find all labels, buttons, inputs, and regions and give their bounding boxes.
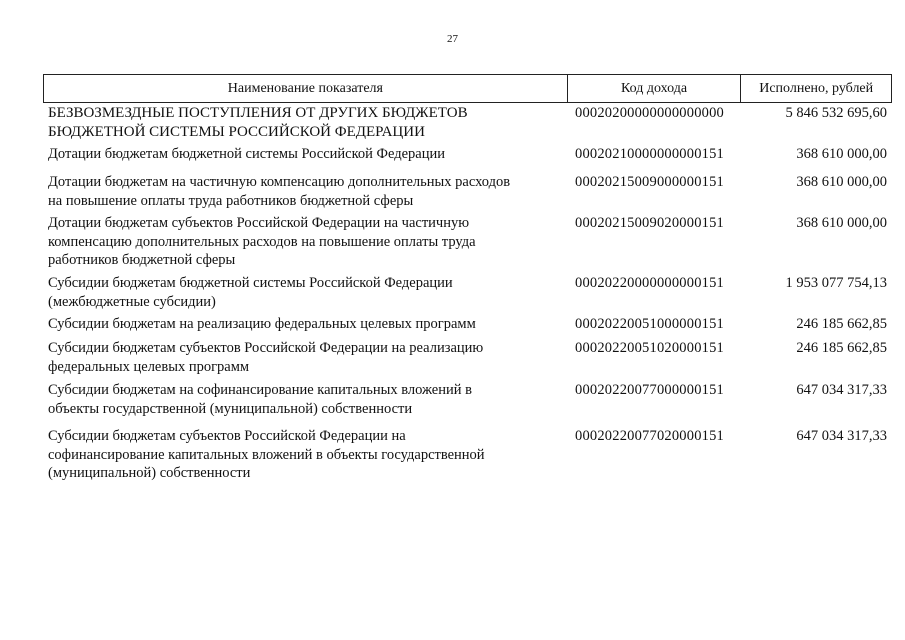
header-executed-amount: Исполнено, рублей xyxy=(740,75,891,102)
row-income-code: 00020220051000000151 xyxy=(575,316,724,332)
row-indicator-name: Дотации бюджетам на частичную компенсацию дополнительных расходов на повышение оплаты труда работников бюджетной сферы xyxy=(48,174,511,209)
row-executed-amount: 647 034 317,33 xyxy=(796,428,887,444)
row-income-code: 00020215009020000151 xyxy=(575,215,724,231)
row-executed-amount: 246 185 662,85 xyxy=(796,316,887,332)
row-executed-amount: 5 846 532 695,60 xyxy=(785,105,887,121)
header-income-code: Код дохода xyxy=(567,75,741,102)
row-income-code: 00020220077020000151 xyxy=(575,428,724,444)
table-row xyxy=(43,381,892,418)
row-executed-amount: 1 953 077 754,13 xyxy=(785,275,887,291)
row-executed-amount: 368 610 000,00 xyxy=(796,146,887,162)
row-indicator-name: БЕЗВОЗМЕЗДНЫЕ ПОСТУПЛЕНИЯ ОТ ДРУГИХ БЮДЖЕТОВ БЮДЖЕТНОЙ СИСТЕМЫ РОССИЙСКОЙ ФЕДЕРАЦИИ xyxy=(48,105,468,140)
table-row xyxy=(43,315,892,334)
table-row xyxy=(43,339,892,376)
header-indicator-name: Наименование показателя xyxy=(227,80,383,96)
row-income-code: 00020220000000000151 xyxy=(575,275,724,291)
row-executed-amount: 647 034 317,33 xyxy=(796,382,887,398)
row-income-code: 00020200000000000000 xyxy=(575,105,724,121)
row-income-code: 00020220051020000151 xyxy=(575,340,724,356)
page-number: 27 xyxy=(447,33,458,45)
row-executed-amount: 246 185 662,85 xyxy=(796,340,887,356)
row-indicator-name: Субсидии бюджетам субъектов Российской Федерации на софинансирование капитальных вложений в объекты государственной (муниципальной) собственности xyxy=(48,428,485,481)
table-row xyxy=(43,104,892,142)
row-indicator-name: Субсидии бюджетам на софинансирование капитальных вложений в объекты государственной (муниципальной) собственности xyxy=(48,382,472,417)
table-row xyxy=(43,173,892,210)
table-row xyxy=(43,214,892,270)
table-header-row xyxy=(43,74,892,103)
row-indicator-name: Дотации бюджетам субъектов Российской Федерации на частичную компенсацию дополнительных расходов на повышение оплаты труда работников бюджетной сферы xyxy=(48,215,476,268)
row-indicator-name: Субсидии бюджетам на реализацию федеральных целевых программ xyxy=(48,316,476,332)
table-row xyxy=(43,145,892,164)
row-indicator-name: Субсидии бюджетам субъектов Российской Федерации на реализацию федеральных целевых программ xyxy=(48,340,484,375)
row-income-code: 00020210000000000151 xyxy=(575,146,724,162)
table-row xyxy=(43,274,892,311)
row-executed-amount: 368 610 000,00 xyxy=(796,215,887,231)
table-row xyxy=(43,427,892,483)
row-income-code: 00020220077000000151 xyxy=(575,382,724,398)
row-income-code: 00020215009000000151 xyxy=(575,174,724,190)
revenue-table xyxy=(43,74,892,481)
row-executed-amount: 368 610 000,00 xyxy=(796,174,887,190)
row-indicator-name: Дотации бюджетам бюджетной системы Российской Федерации xyxy=(48,146,446,162)
row-indicator-name: Субсидии бюджетам бюджетной системы Российской Федерации (межбюджетные субсидии) xyxy=(48,275,453,310)
